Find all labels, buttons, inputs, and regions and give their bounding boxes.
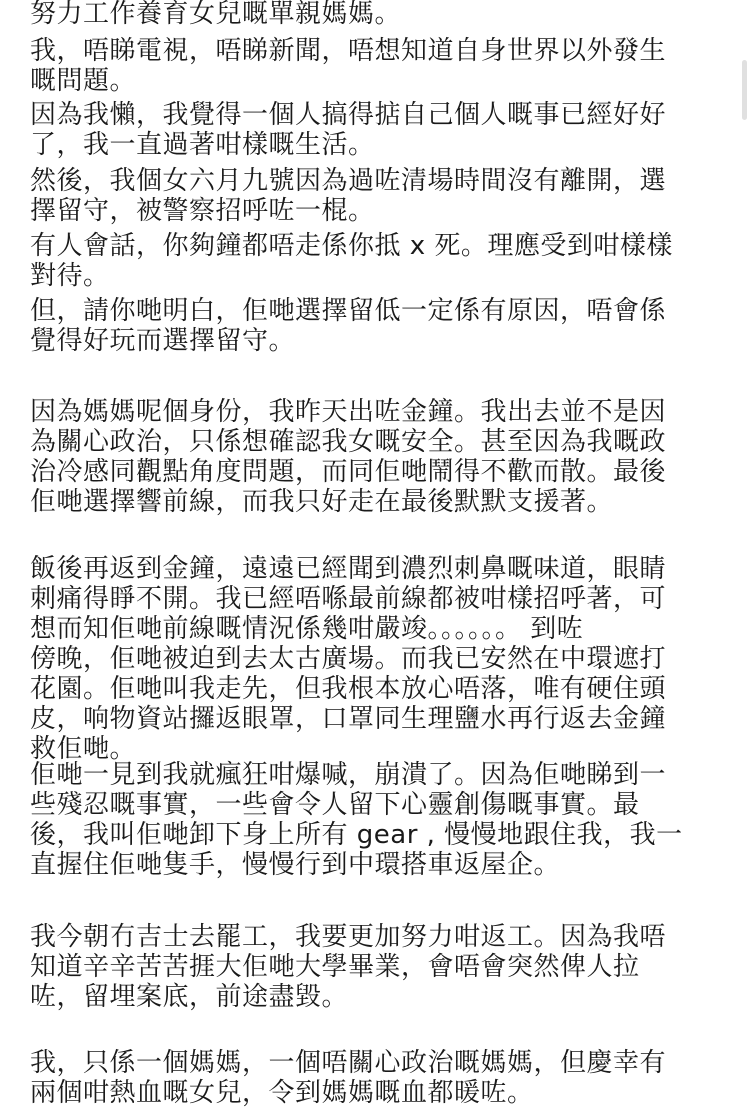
paragraph-lazy: 因為我懶，我覺得一個人搞得掂自己個人嘅事已經好好 了，我一直過著咁樣嘅生活。 <box>30 100 667 160</box>
paragraph-after-dinner: 飯後再返到金鐘，遠遠已經聞到濃烈刺鼻嘅味道，眼睛 刺痛得睜不開。我已經唔喺最前線都被咁樣招呼著，可 想而知佢哋前線嘅情況係幾咁嚴竣。。。。。。 到咗 傍晚，佢哋被迫到去太古廣場。而我已安然在中環遮打 花園。佢哋叫我走先，但我根本放心唔落，唯有硬住頭 皮，响物資站攞返眼罩，口罩同生理鹽水再行返去金鐘 救佢哋。 <box>30 554 667 764</box>
scrollbar-thumb[interactable] <box>742 60 747 120</box>
paragraph-closing: 我，只係一個媽媽，一個唔關心政治嘅媽媽，但慶幸有 兩個咁熱血嘅女兒，令到媽媽嘅血都暖咗。 <box>30 1048 667 1108</box>
paragraph-june-ninth: 然後，我個女六月九號因為過咗清場時間沒有離開，選 擇留守，被警察招呼咗一棍。 <box>30 166 667 226</box>
paragraph-work: 我今朝冇吉士去罷工，我要更加努力咁返工。因為我唔 知道辛辛苦苦捱大佢哋大學畢業，會唔會突然俾人拉 咗，留埋案底，前途盡毀。 <box>30 922 667 1012</box>
paragraph-deserved: 有人會話，你夠鐘都唔走係你抵 x 死。理應受到咁樣樣 對待。 <box>30 231 673 291</box>
paragraph-breakdown: 佢哋一見到我就瘋狂咁爆喊，崩潰了。因為佢哋睇到一 些殘忍嘅事實，一些會令人留下心靈創傷嘅事實。最 後，我叫佢哋卸下身上所有 gear , 慢慢地跟住我，我一 直握住佢哋隻手，慢慢行到中環搭車返屋企。 <box>30 760 683 880</box>
paragraph-admiralty: 因為媽媽呢個身份，我昨天出咗金鐘。我出去並不是因 為關心政治，只係想確認我女嘅安全。甚至因為我嘅政 治冷感同觀點角度問題，而同佢哋鬧得不歡而散。最後 佢哋選擇響前線，而我只好走在最後默默支援著。 <box>30 397 667 517</box>
paragraph-intro: 努力工作養育女兒嘅單親媽媽。 <box>30 0 402 29</box>
paragraph-no-news: 我，唔睇電視，唔睇新聞，唔想知道自身世界以外發生 嘅問題。 <box>30 36 667 96</box>
paragraph-reason: 但，請你哋明白，佢哋選擇留低一定係有原因，唔會係 覺得好玩而選擇留守。 <box>30 296 667 356</box>
